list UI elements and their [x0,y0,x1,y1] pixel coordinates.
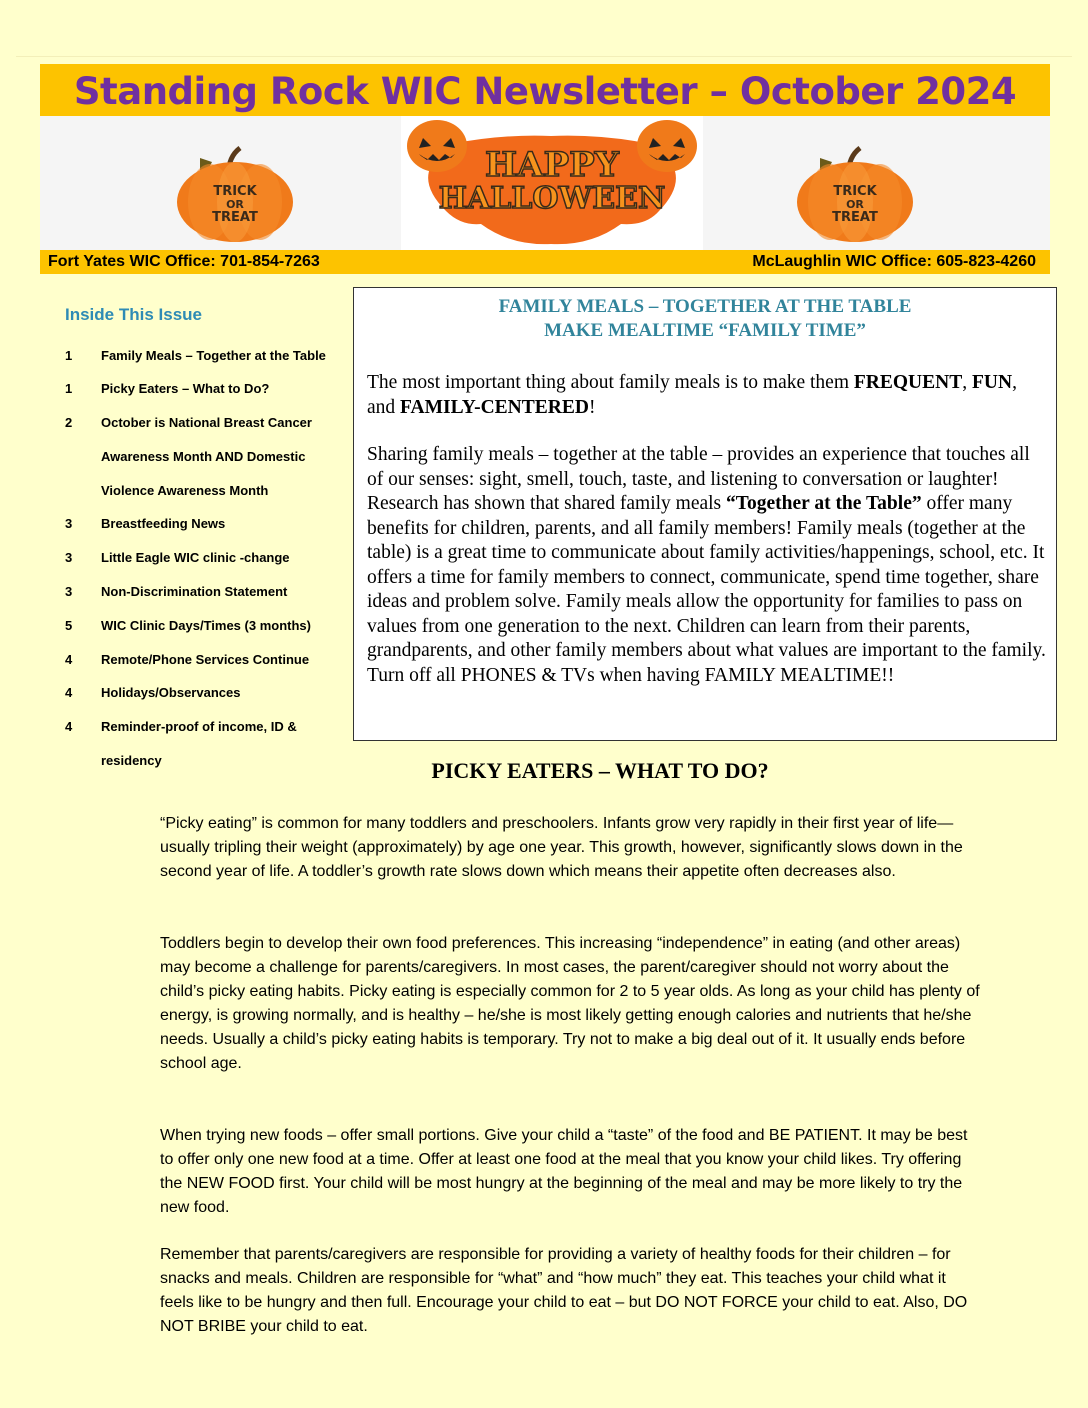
picky-eaters-paragraph: Toddlers begin to develop their own food preferences. This increasing “independence” in eating (and other areas) may become a challenge for parents/caregivers. In most cases, the parent/caregiver should not worry about the child’s picky eating habits. Picky eating is especially common for 2 to 5 year olds. As long as your child has plenty of energy, is growing normally, and is healthy – he/she is most likely getting enough calories and nutrients that he/she needs. Usually a child’s picky eating habits is temporary. Try not to make a big deal out of it. It usually ends before school age. [160,935,980,1072]
toc-item: 3 Non-Discrimination Statement [65,584,288,599]
family-meals-subtitle: MAKE MEALTIME “FAMILY TIME” [544,320,866,341]
toc-item: 4 Remote/Phone Services Continue [65,652,310,667]
toc-item-continued: Violence Awareness Month [101,483,269,498]
picky-eaters-title: PICKY EATERS – WHAT TO DO? [431,758,769,783]
picky-eaters-paragraph: “Picky eating” is common for many toddlers and preschoolers. Infants grow very rapidly in their first year of life—usually tripling their weight (approximately) by age one year. This growth, however, significantly slows down in the second year of life. A toddler’s growth rate slows down which means their appetite often decreases also. [160,815,963,880]
mclaughlin-office-phone: McLaughlin WIC Office: 605-823-4260 [752,253,1036,270]
toc-item: 1 Family Meals – Together at the Table [65,348,326,363]
picky-eaters-paragraph: Remember that parents/caregivers are responsible for providing a variety of healthy foods for their children – for snacks and meals. Children are responsible for “what” and “how much” they eat. This teaches your child what it feels like to be hungry and then full. Encourage your child to eat – but DO NOT FORCE your child to eat. Also, DO NOT BRIBE your child to eat. [160,1246,968,1335]
happy-halloween-logo [401,116,703,250]
toc-heading: Inside This Issue [65,305,202,324]
svg-text:OR: OR [226,198,244,211]
toc-item-continued: Awareness Month AND Domestic [101,449,306,464]
svg-text:TRICK: TRICK [833,184,877,199]
newsletter-title: Standing Rock WIC Newsletter – October 2024 [73,70,1017,113]
toc-item: 3 Little Eagle WIC clinic -change [65,550,290,565]
family-meals-intro: The most important thing about family meals is to make them FREQUENT, FUN, and FAMILY-CENTERED! [367,372,1017,418]
family-meals-body: Sharing family meals – together at the table – provides an experience that touches all of our senses: sight, smell, touch, taste, and listening to conversation or laughter! Research has shown that shared family meals “Together at the Table” offer many benefits for children, parents, and all family members! Family meals (together at the table) is a great time to communicate about family activities/happenings, school, etc. It offers a time for family members to connect, communicate, spend time together, share ideas and problem solve. Family meals allow the opportunity for families to pass on values from one generation to the next. Children can learn from their parents, grandparents, and other family members about what values are important to the family. Turn off all PHONES & TVs when having FAMILY MEALTIME!! [367,444,1046,686]
trick-or-treat-pumpkin-left [170,140,300,245]
svg-text:TREAT: TREAT [212,210,258,225]
trick-or-treat-pumpkin-right [790,140,920,245]
svg-text:TRICK: TRICK [213,184,257,199]
jack-o-lantern-left-icon [407,120,467,172]
svg-text:HAPPY: HAPPY [485,145,619,185]
toc-item: 1 Picky Eaters – What to Do? [65,381,270,396]
svg-text:TREAT: TREAT [832,210,878,225]
toc-item: 4 Holidays/Observances [65,685,241,700]
toc-item: 5 WIC Clinic Days/Times (3 months) [65,618,311,633]
jack-o-lantern-right-icon [637,120,697,172]
svg-text:OR: OR [846,198,864,211]
picky-eaters-paragraph: When trying new foods – offer small portions. Give your child a “taste” of the food and BE PATIENT. It may be best to offer only one new food at a time. Offer at least one food at the meal that you know your child likes. Try offering the NEW FOOD first. Your child will be most hungry at the beginning of the meal and may be more likely to try the new food. [160,1127,968,1216]
toc-item: 3 Breastfeeding News [65,516,226,531]
svg-text:HALLOWEEN: HALLOWEEN [438,181,666,216]
toc-item: 4 Reminder-proof of income, ID & [65,719,297,734]
family-meals-title: FAMILY MEALS – TOGETHER AT THE TABLE [498,296,912,317]
fort-yates-office-phone: Fort Yates WIC Office: 701-854-7263 [48,253,320,270]
toc-item: 2 October is National Breast Cancer [65,415,312,430]
toc-item-continued: residency [101,753,162,768]
